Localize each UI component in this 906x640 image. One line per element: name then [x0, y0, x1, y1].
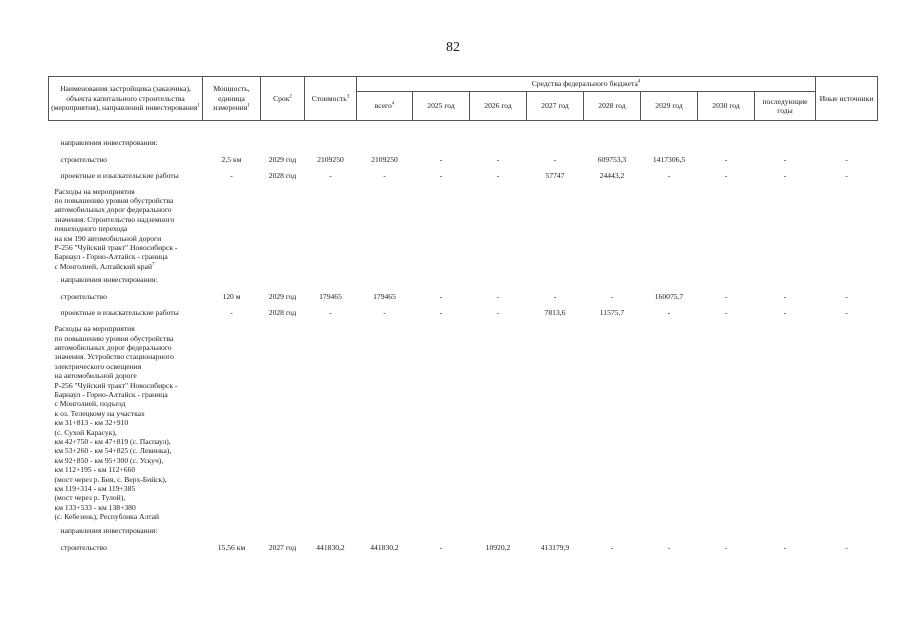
cell-value: -: [724, 170, 728, 180]
header-cost: Стоимость$^3$: [305, 77, 357, 121]
row-label: направления инвестирования:: [60, 137, 158, 147]
cell-cost: -: [329, 170, 332, 180]
cell-capacity: -: [230, 308, 233, 318]
cell-other: -: [845, 292, 848, 302]
cell-value: -: [783, 542, 787, 552]
cell-term: 2029 год: [268, 154, 297, 164]
cell-cost: 179465: [319, 292, 342, 302]
header-other-sources: Иные источники: [816, 77, 878, 121]
cell-value: -: [439, 542, 443, 552]
table-row: [49, 187, 878, 276]
cell-value: 609753,3: [597, 154, 627, 164]
cell-value: -: [553, 154, 557, 164]
row-name: проектные и изыскательские работы: [60, 170, 179, 180]
header-year: 2027 год: [527, 92, 584, 121]
cell-other: -: [845, 154, 848, 164]
cell-value: -: [667, 542, 671, 552]
cell-value: -: [783, 292, 787, 302]
row-name: строительство: [60, 292, 107, 302]
cell-value: -: [667, 170, 671, 180]
table-row: [49, 308, 878, 324]
cell-value: 160075,7: [654, 292, 684, 302]
cell-value: -: [496, 292, 500, 302]
cell-other: -: [845, 542, 848, 552]
cell-value: 57747: [545, 170, 565, 180]
row-name: строительство: [60, 542, 107, 552]
cell-value: 1417306,5: [652, 154, 686, 164]
header-year: 2029 год: [641, 92, 698, 121]
table-row: [49, 324, 878, 526]
table-row: [49, 138, 878, 155]
row-name: проектные и изыскательские работы: [60, 308, 179, 318]
table-row: [49, 275, 878, 292]
cell-value: -: [783, 154, 787, 164]
cell-value: 11575,7: [599, 308, 625, 318]
cell-value: 24443,2: [599, 170, 625, 180]
cell-cost: 441830,2: [316, 542, 345, 552]
cell-capacity: -: [230, 170, 233, 180]
row-label: направления инвестирования:: [60, 275, 158, 285]
cell-term: 2028 год: [268, 308, 297, 318]
cell-total: 2109250: [371, 154, 398, 164]
cell-value: -: [496, 170, 500, 180]
cell-value: -: [667, 308, 671, 318]
section-title: Расходы на мероприятия по повышению уровня обустройства автомобильных дорог федерального значения. Строительство надземного пешеходного перехода на км 190 автомобильной дороги Р-256 "Чуйский тракт" Новосибирск - Барнаул - Горно-Алтайск - граница с Монголией, Алтайский край$^7$: [54, 186, 178, 271]
cell-term: 2028 год: [268, 170, 297, 180]
header-year: 2026 год: [470, 92, 527, 121]
cell-capacity: 120 м: [222, 292, 241, 302]
page-number: 82: [446, 40, 460, 55]
header-capacity: Мощность, единица измерения$^1$: [203, 77, 261, 121]
cell-value: -: [439, 170, 443, 180]
cell-value: -: [496, 308, 500, 318]
cell-value: 413179,9: [540, 542, 570, 552]
cell-value: 7813,6: [544, 308, 566, 318]
cell-other: -: [845, 170, 848, 180]
header-year: 2030 год: [698, 92, 755, 121]
header-term: Срок$^2$: [261, 77, 305, 121]
cell-value: -: [724, 154, 728, 164]
cell-value: -: [610, 292, 614, 302]
row-name: строительство: [60, 154, 107, 164]
cell-value: -: [724, 542, 728, 552]
cell-cost: 2109250: [317, 154, 344, 164]
cell-value: -: [724, 292, 728, 302]
cell-value: -: [439, 308, 443, 318]
cell-term: 2027 год: [268, 542, 297, 552]
header-name: Наименования застройщика (заказчика), объекта капитального строительства (мероприятия), направлений инвестирования$^1$: [49, 77, 203, 121]
header-federal-budget: Средства федерального бюджета$^4$: [357, 77, 816, 92]
cell-value: -: [783, 308, 787, 318]
header-year: 2028 год: [584, 92, 641, 121]
cell-value: -: [439, 292, 443, 302]
table-row: [49, 543, 878, 559]
table-header: [49, 77, 878, 121]
cell-total: 179465: [373, 292, 396, 302]
cell-total: -: [383, 308, 386, 318]
row-label: направления инвестирования:: [60, 525, 158, 535]
cell-value: -: [610, 542, 614, 552]
section-title: Расходы на мероприятия по повышению уровня обустройства автомобильных дорог федерального значения. Устройство стационарного электрического освещения на автомобильной дороге Р-256 "Чуйский тракт" Новосибирск - Барнаул - Горно-Алтайск - граница с Монголией, подъезд к оз. Телецкому на участках км 31+813 - км 32+910 (с. Сухой Карасук), км 42+750 - км 47+819 (с. Паспаул), км 53+260 - км 54+825 (с. Левинка), км 92+850 - км 95+300 (с. Ускуч), км 112+195 - км 112+660 (мост через р. Бия, с. Верх-Бийск), км 119+314 - км 119+385 (мост через р. Тулой), км 133+533 - км 138+380 (с. Кебезень), Республика Алтай: [54, 324, 178, 522]
table-row: [49, 292, 878, 308]
cell-value: -: [783, 170, 787, 180]
cell-value: -: [724, 308, 728, 318]
table-row: [49, 155, 878, 171]
header-year: 2025 год: [413, 92, 470, 121]
cell-term: 2029 год: [268, 292, 297, 302]
header-total: всего$^4$: [357, 92, 413, 121]
cell-other: -: [845, 308, 848, 318]
cell-value: -: [553, 292, 557, 302]
cell-capacity: 2,5 км: [221, 154, 242, 164]
cell-value: -: [439, 154, 443, 164]
cell-total: 441830,2: [370, 542, 399, 552]
cell-cost: -: [329, 308, 332, 318]
cell-capacity: 15,56 км: [217, 542, 246, 552]
cell-value: 10920,2: [485, 542, 511, 552]
table-row: [49, 526, 878, 543]
cell-total: -: [383, 170, 386, 180]
budget-table: [48, 76, 878, 559]
cell-value: -: [496, 154, 500, 164]
header-later-years: последующие годы: [755, 92, 816, 121]
table-row: [49, 171, 878, 187]
